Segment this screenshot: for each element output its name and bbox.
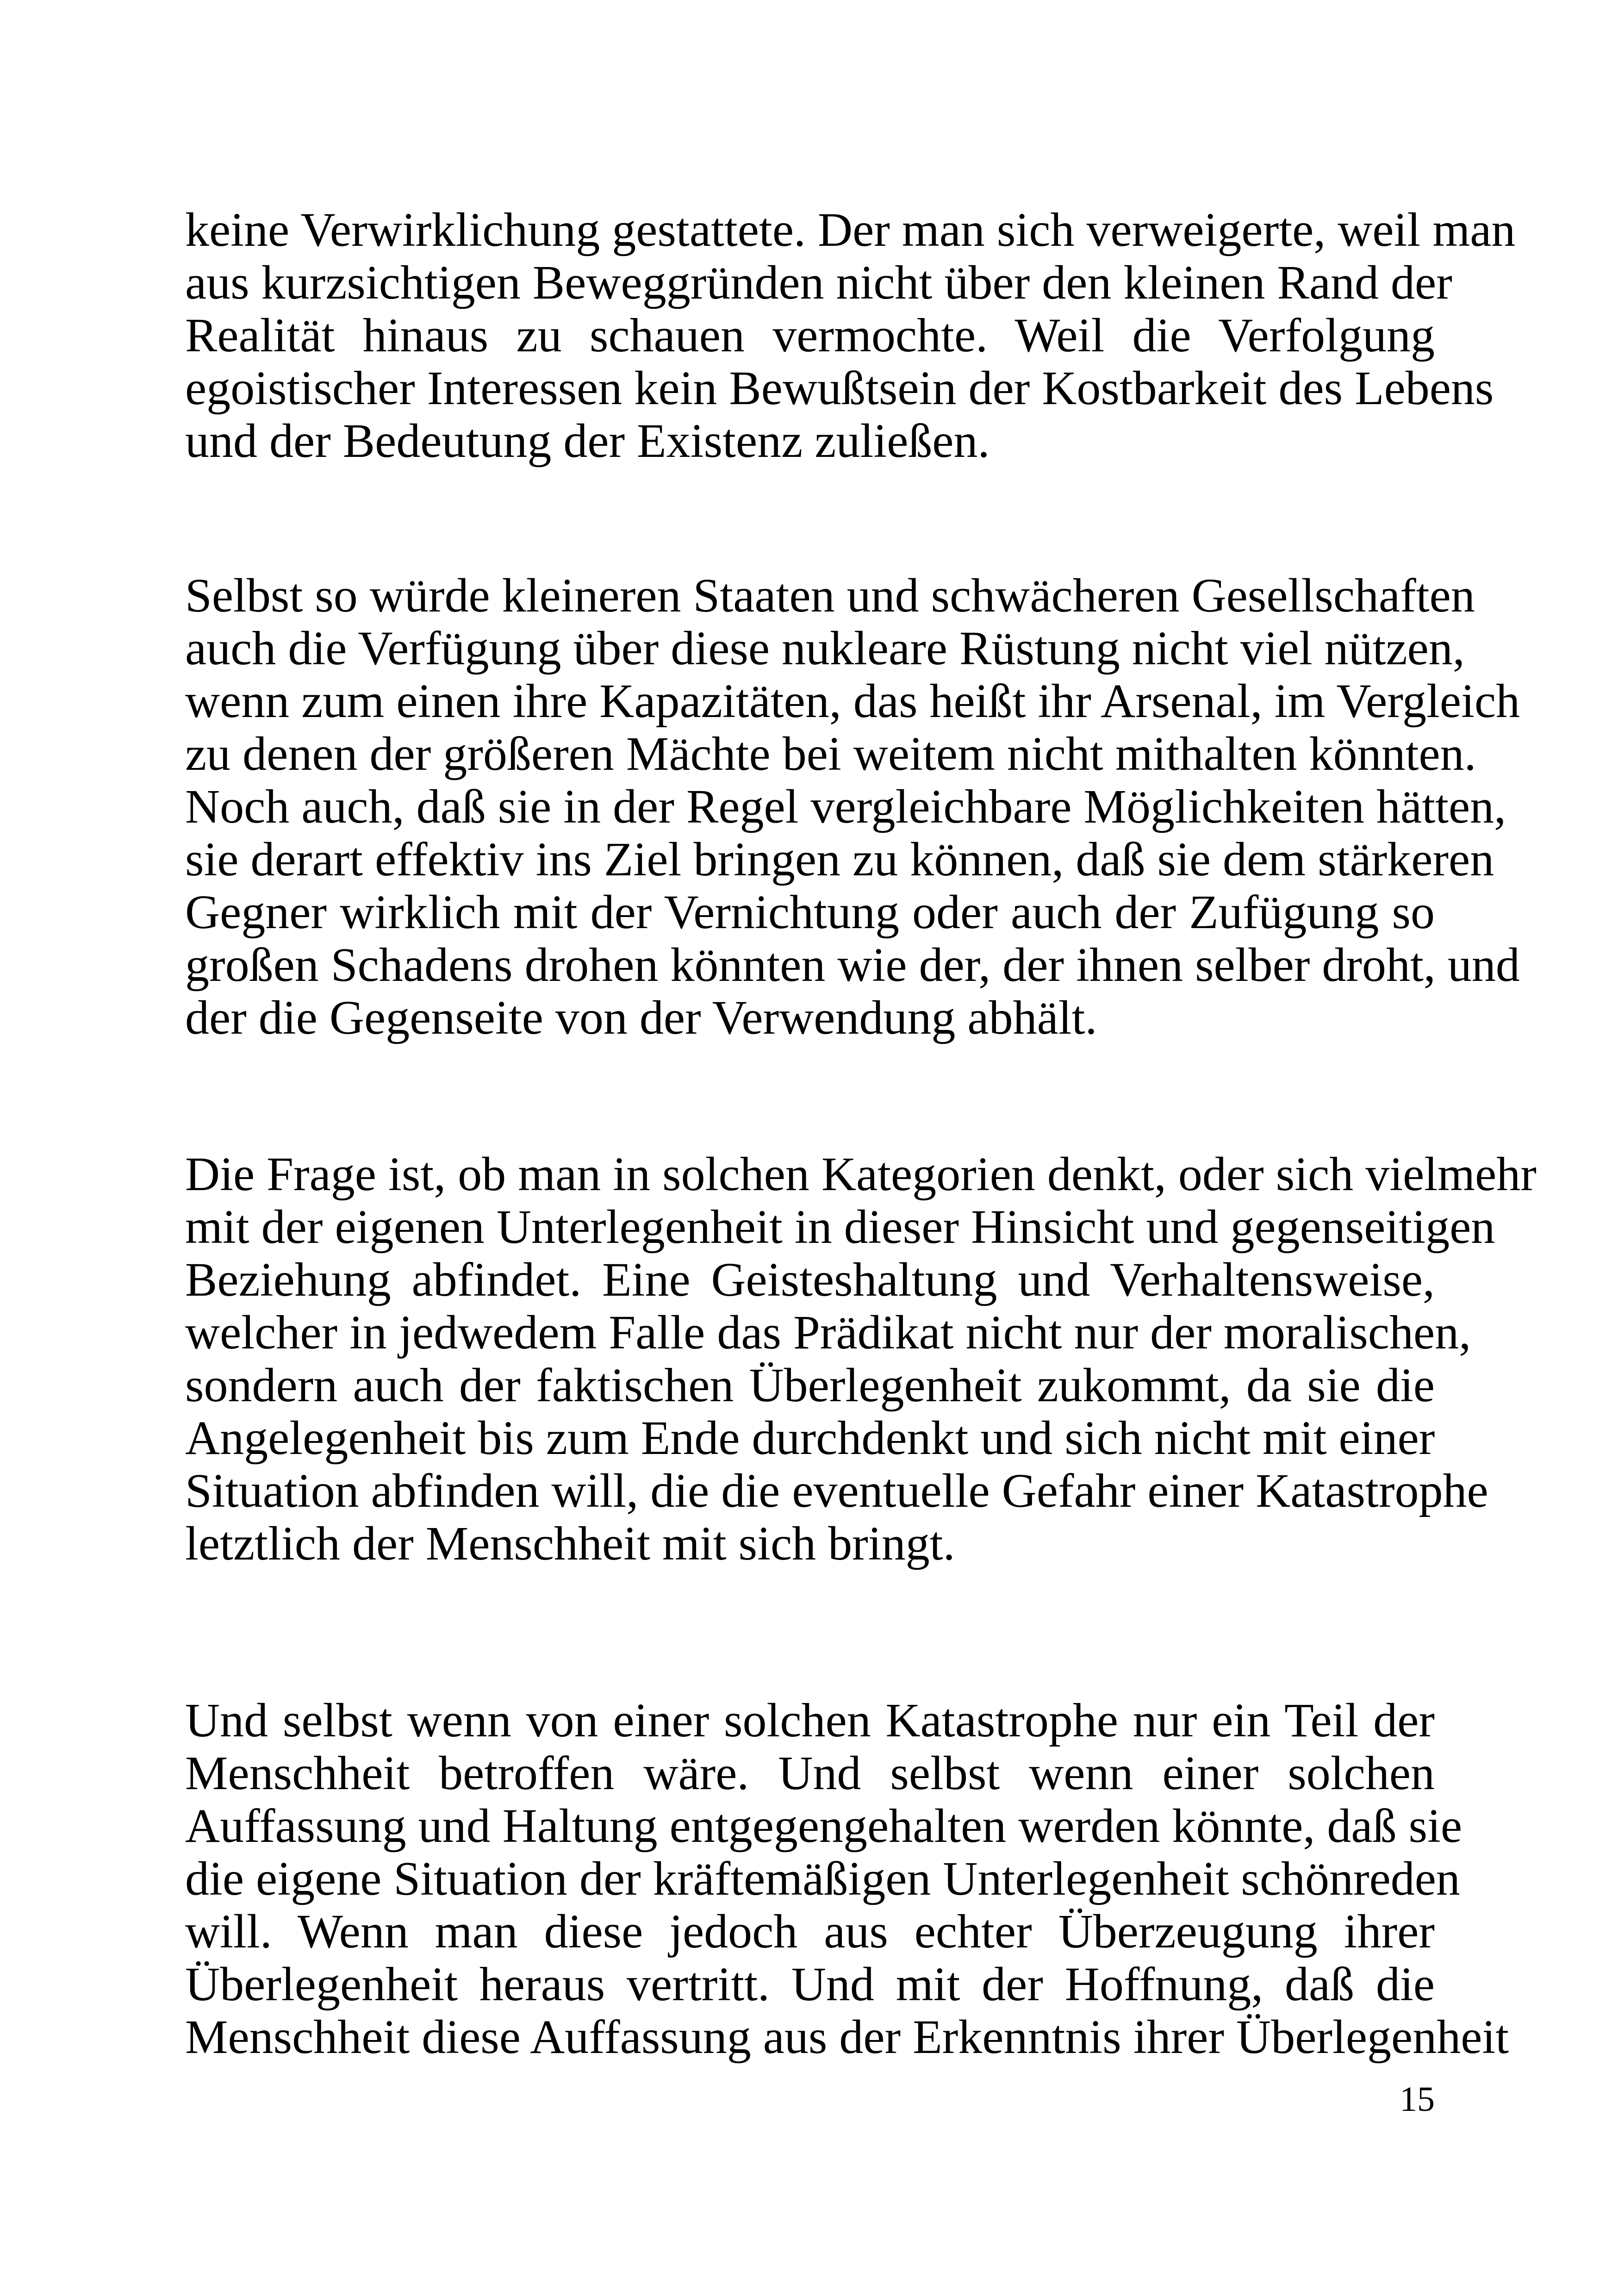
text-line: großen Schadens drohen könnten wie der, der ihnen selber droht, und (185, 938, 1520, 992)
paragraph (185, 1694, 1509, 2064)
text-line: Überlegenheit heraus vertritt. Und mit der Hoffnung, daß die (185, 1958, 1435, 2011)
text-line: Situation abfinden will, die die eventuelle Gefahr einer Katastrophe (185, 1464, 1488, 1517)
text-line: Noch auch, daß sie in der Regel vergleichbare Möglichkeiten hätten, (185, 780, 1506, 833)
text-line: aus kurzsichtigen Beweggründen nicht über den kleinen Rand der (185, 256, 1452, 309)
text-line: Selbst so würde kleineren Staaten und schwächeren Gesellschaften (185, 569, 1475, 622)
text-line: welcher in jedwedem Falle das Prädikat nicht nur der moralischen, (185, 1306, 1471, 1359)
page-number: 15 (1400, 2080, 1435, 2119)
paragraph (185, 569, 1520, 1044)
text-line: die eigene Situation der kräftemäßigen Unterlegenheit schönreden (185, 1852, 1460, 1905)
text-line: egoistischer Interessen kein Bewußtsein der Kostbarkeit des Lebens (185, 362, 1494, 415)
text-line: sondern auch der faktischen Überlegenheit zukommt, da sie die (185, 1359, 1435, 1412)
text-line: der die Gegenseite von der Verwendung abhält. (185, 991, 1097, 1044)
text-line: sie derart effektiv ins Ziel bringen zu können, daß sie dem stärkeren (185, 833, 1494, 886)
text-line: Die Frage ist, ob man in solchen Kategorien denkt, oder sich vielmehr (185, 1148, 1537, 1201)
paragraph (185, 203, 1516, 468)
text-line: keine Verwirklichung gestattete. Der man sich verweigerte, weil man (185, 203, 1516, 256)
text-line: Menschheit diese Auffassung aus der Erkenntnis ihrer Überlegenheit (185, 2010, 1509, 2064)
text-line: zu denen der größeren Mächte bei weitem nicht mithalten könnten. (185, 727, 1476, 780)
text-line: will. Wenn man diese jedoch aus echter Überzeugung ihrer (185, 1905, 1435, 1958)
text-line: Und selbst wenn von einer solchen Katastrophe nur ein Teil der (185, 1694, 1435, 1747)
text-line: Beziehung abfindet. Eine Geisteshaltung und Verhaltensweise, (185, 1253, 1435, 1306)
text-line: auch die Verfügung über diese nukleare Rüstung nicht viel nützen, (185, 622, 1465, 675)
text-line: letztlich der Menschheit mit sich bringt. (185, 1517, 955, 1570)
text-line: und der Bedeutung der Existenz zuließen. (185, 414, 990, 468)
paragraph (185, 1148, 1537, 1570)
text-line: Gegner wirklich mit der Vernichtung oder auch der Zufügung so (185, 886, 1435, 939)
text-line: Menschheit betroffen wäre. Und selbst wenn einer solchen (185, 1747, 1435, 1800)
text-line: Realität hinaus zu schauen vermochte. Weil die Verfolgung (185, 309, 1435, 362)
text-line: wenn zum einen ihre Kapazitäten, das heißt ihr Arsenal, im Vergleich (185, 674, 1520, 728)
text-line: Angelegenheit bis zum Ende durchdenkt und sich nicht mit einer (185, 1411, 1435, 1465)
text-line: Auffassung und Haltung entgegengehalten werden könnte, daß sie (185, 1799, 1462, 1853)
text-line: mit der eigenen Unterlegenheit in dieser Hinsicht und gegenseitigen (185, 1200, 1495, 1254)
